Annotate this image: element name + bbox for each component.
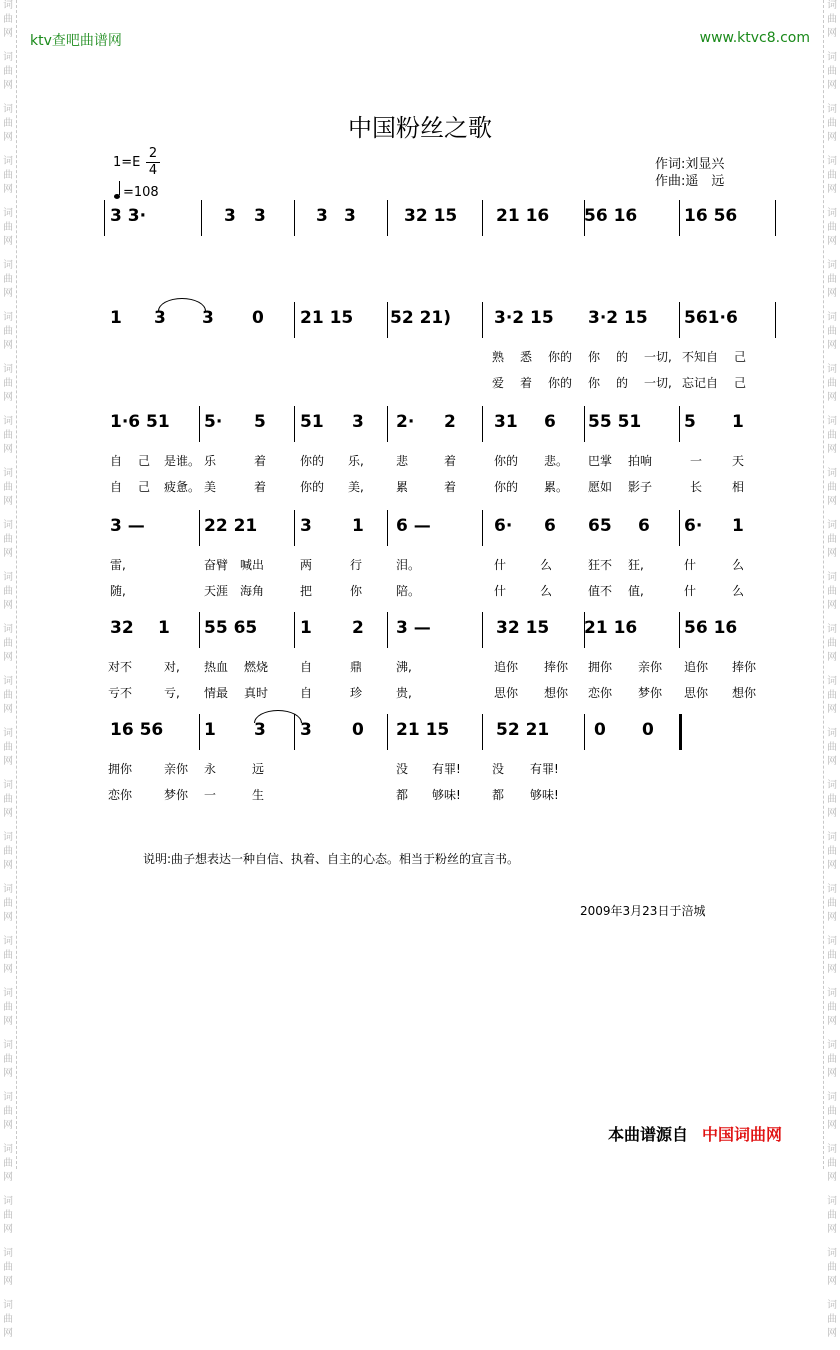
note-group: 1	[732, 412, 744, 432]
lyric-verse-2: 忘记自	[682, 376, 719, 390]
lyric-verse-1: 己	[138, 454, 151, 468]
note-group: 22 21	[204, 516, 258, 536]
source-footer	[608, 1122, 782, 1145]
barline	[387, 302, 388, 338]
note-group: 16 56	[110, 720, 164, 740]
lyric-verse-1: 狂不	[588, 558, 613, 572]
lyric-verse-2: 天涯	[204, 584, 229, 598]
note-group: 561·6	[684, 308, 738, 328]
site-url-right[interactable]: www.ktvc8.com	[699, 30, 810, 46]
lyric-verse-1: 你的	[300, 454, 325, 468]
note-group: 3 3·	[110, 206, 147, 226]
lyric-verse-1: 燃烧	[244, 660, 269, 674]
note-group: 3	[254, 720, 266, 740]
barline	[294, 302, 295, 338]
lyric-verse-2: 把	[300, 584, 313, 598]
lyric-verse-1: 一切,	[644, 350, 672, 364]
barline	[679, 510, 680, 546]
note-group: 1	[204, 720, 216, 740]
note-group: 0	[352, 720, 364, 740]
tempo-marking	[114, 182, 159, 200]
lyric-verse-1: 悲。	[544, 454, 569, 468]
lyric-verse-1: 天	[732, 454, 745, 468]
lyric-verse-2: 什	[494, 584, 507, 598]
note-group: 1	[732, 516, 744, 536]
lyric-verse-2: 珍	[350, 686, 363, 700]
note-group: 3	[300, 516, 312, 536]
barline	[387, 612, 388, 648]
lyric-verse-1: 是谁。	[164, 454, 201, 468]
lyric-verse-1: 没	[492, 762, 505, 776]
note-group: 56 16	[684, 618, 738, 638]
note-group: 21 15	[300, 308, 354, 328]
lyric-verse-1: 捧你	[732, 660, 757, 674]
score-system-5	[104, 612, 757, 710]
lyric-verse-2: 够味!	[530, 788, 559, 802]
lyric-verse-1: 乐	[204, 454, 217, 468]
lyricist-credit: 作词:刘显兴	[655, 157, 725, 172]
note-group: 6	[544, 516, 556, 536]
score-system-6	[104, 714, 754, 812]
lyric-verse-2: 么	[732, 584, 745, 598]
footer-prefix: 本曲谱源自	[608, 1125, 689, 1144]
lyric-verse-1: 没	[396, 762, 409, 776]
lyric-verse-2: 你	[588, 376, 601, 390]
lyric-verse-1: 热血	[204, 660, 229, 674]
lyric-verse-1: 你的	[548, 350, 573, 364]
lyric-verse-1: 行	[350, 558, 363, 572]
lyric-verse-2: 爱	[492, 376, 505, 390]
note-group: 1	[352, 516, 364, 536]
note-group: 6 —	[396, 516, 431, 536]
lyric-verse-1: 你	[588, 350, 601, 364]
meter-top: 2	[148, 146, 158, 161]
note-group: 5·	[204, 412, 223, 432]
barline	[387, 714, 388, 750]
lyric-verse-2: 影子	[628, 480, 653, 494]
lyric-verse-2: 么	[540, 584, 553, 598]
lyric-verse-1: 自	[300, 660, 313, 674]
barline	[482, 406, 483, 442]
note-group: 2·	[396, 412, 415, 432]
note-group: 3	[254, 206, 266, 226]
site-name-left[interactable]: ktv查吧曲谱网	[30, 33, 122, 49]
lyric-verse-2: 累。	[544, 480, 569, 494]
barline	[584, 406, 585, 442]
time-signature	[146, 146, 160, 179]
lyric-verse-1: 不知自	[682, 350, 719, 364]
lyric-verse-1: 追你	[494, 660, 519, 674]
note-group: 32 15	[496, 618, 550, 638]
lyric-verse-2: 疲惫。	[164, 480, 201, 494]
note-group: 52 21	[496, 720, 550, 740]
lyric-verse-1: 着	[444, 454, 457, 468]
lyric-verse-2: 一	[204, 788, 217, 802]
note-group: 0	[594, 720, 606, 740]
barline	[104, 200, 105, 236]
lyric-verse-2: 相	[732, 480, 745, 494]
barline	[294, 612, 295, 648]
lyric-verse-2: 愿如	[588, 480, 613, 494]
note-group: 51	[300, 412, 324, 432]
note-group: 21 16	[496, 206, 550, 226]
note-group: 3	[344, 206, 356, 226]
lyric-verse-1: 么	[732, 558, 745, 572]
composer-credit: 作曲:遥 远	[655, 174, 725, 189]
lyric-verse-2: 贵,	[396, 686, 412, 700]
note-group: 55 65	[204, 618, 258, 638]
left-edge-watermark: 词 曲 网 词 曲 网 词 曲 网 词 曲 网 词 曲 网 词 曲 网 词 曲 网 词 曲 网 词 曲 网 词 曲 网 词 曲 网 词 曲 网 词 曲 网 词 曲 网 词 曲 网 词 曲 网 词 曲 网 词 曲 网 词 曲 网 词 曲 网 词 曲 网 词 曲 网 词 曲 网 词 曲 网 词 曲 网 词 曲 网	[0, 0, 17, 1169]
lyric-verse-2: 陪。	[396, 584, 421, 598]
note-group: 32 15	[404, 206, 458, 226]
lyric-verse-2: 随,	[110, 584, 126, 598]
score-system-2	[104, 302, 754, 400]
lyric-verse-2: 什	[684, 584, 697, 598]
lyric-verse-1: 着	[254, 454, 267, 468]
note-group: 0	[642, 720, 654, 740]
lyric-verse-1: 巴掌	[588, 454, 613, 468]
key-signature: 1=E	[113, 155, 141, 170]
lyric-verse-2: 梦你	[638, 686, 663, 700]
tie-slur	[254, 710, 302, 723]
lyric-verse-2: 恋你	[108, 788, 133, 802]
lyric-verse-1: 捧你	[544, 660, 569, 674]
barline	[482, 714, 483, 750]
lyric-verse-1: 鼎	[350, 660, 363, 674]
lyric-verse-2: 恋你	[588, 686, 613, 700]
barline	[679, 302, 680, 338]
lyric-verse-1: 熟	[492, 350, 505, 364]
barline	[387, 406, 388, 442]
composition-date: 2009年3月23日于涪城	[580, 904, 706, 918]
lyric-verse-1: 一	[690, 454, 703, 468]
lyric-verse-2: 你	[350, 584, 363, 598]
lyric-verse-1: 沸,	[396, 660, 412, 674]
song-title: 中国粉丝之歌	[348, 114, 492, 142]
barline	[679, 714, 682, 750]
barline	[584, 714, 585, 750]
lyric-verse-1: 么	[540, 558, 553, 572]
lyric-verse-2: 思你	[684, 686, 709, 700]
lyric-verse-2: 着	[520, 376, 533, 390]
lyric-verse-2: 梦你	[164, 788, 189, 802]
lyric-verse-2: 你的	[300, 480, 325, 494]
note-group: 2	[352, 618, 364, 638]
barline	[679, 612, 680, 648]
score-system-1	[104, 200, 754, 240]
barline	[482, 510, 483, 546]
lyric-verse-2: 够味!	[432, 788, 461, 802]
lyric-verse-1: 悉	[520, 350, 533, 364]
lyric-verse-2: 值,	[628, 584, 644, 598]
lyric-verse-1: 两	[300, 558, 313, 572]
lyric-verse-1: 什	[684, 558, 697, 572]
barline	[679, 200, 680, 236]
lyric-verse-2: 亏,	[164, 686, 180, 700]
lyric-verse-1: 自	[110, 454, 123, 468]
lyric-verse-2: 想你	[544, 686, 569, 700]
lyric-verse-1: 泪。	[396, 558, 421, 572]
note-group: 65	[588, 516, 612, 536]
note-group: 16 56	[684, 206, 738, 226]
note-group: 3	[352, 412, 364, 432]
note-group: 3·2 15	[494, 308, 554, 328]
note-group: 1·6 51	[110, 412, 170, 432]
tempo-value: =108	[123, 185, 159, 200]
lyric-verse-2: 真时	[244, 686, 269, 700]
lyric-verse-2: 自	[300, 686, 313, 700]
lyric-verse-2: 的	[616, 376, 629, 390]
lyric-verse-2: 你的	[494, 480, 519, 494]
lyric-verse-2: 己	[138, 480, 151, 494]
lyric-verse-2: 己	[734, 376, 747, 390]
note-group: 3	[224, 206, 236, 226]
score-system-4	[104, 510, 754, 608]
barline	[679, 406, 680, 442]
note-group: 3	[202, 308, 214, 328]
barline	[294, 200, 295, 236]
lyric-verse-1: 亲你	[164, 762, 189, 776]
note-group: 5	[684, 412, 696, 432]
note-group: 1	[158, 618, 170, 638]
note-group: 1	[300, 618, 312, 638]
barline	[201, 200, 202, 236]
barline	[199, 612, 200, 648]
barline	[482, 302, 483, 338]
barline	[199, 714, 200, 750]
barline	[482, 200, 483, 236]
barline	[482, 612, 483, 648]
lyric-verse-1: 的	[616, 350, 629, 364]
note-group: 3·2 15	[588, 308, 648, 328]
note-group: 6	[544, 412, 556, 432]
note-group: 1	[110, 308, 122, 328]
barline	[199, 406, 200, 442]
note-group: 52 21)	[390, 308, 452, 328]
lyric-verse-1: 雷,	[110, 558, 126, 572]
lyric-verse-1: 乐,	[348, 454, 364, 468]
note-group: 6·	[494, 516, 513, 536]
barline	[775, 302, 776, 338]
note-group: 21 15	[396, 720, 450, 740]
score-system-3	[104, 406, 754, 504]
lyric-verse-1: 喊出	[240, 558, 265, 572]
lyric-verse-2: 累	[396, 480, 409, 494]
note-group: 6	[638, 516, 650, 536]
lyric-verse-1: 远	[252, 762, 265, 776]
note-group: 31	[494, 412, 518, 432]
meter-bottom: 4	[146, 162, 160, 179]
lyric-verse-2: 美,	[348, 480, 364, 494]
barline	[294, 406, 295, 442]
barline	[775, 200, 776, 236]
lyric-verse-1: 对,	[164, 660, 180, 674]
lyric-verse-2: 亏不	[108, 686, 133, 700]
barline	[387, 200, 388, 236]
lyric-verse-2: 情最	[204, 686, 229, 700]
barline	[387, 510, 388, 546]
description-note: 说明:曲子想表达一种自信、执着、自主的心态。相当于粉丝的宣言书。	[143, 852, 520, 866]
barline	[199, 510, 200, 546]
lyric-verse-1: 追你	[684, 660, 709, 674]
lyric-verse-1: 有罪!	[530, 762, 559, 776]
note-group: 3	[300, 720, 312, 740]
lyric-verse-2: 一切,	[644, 376, 672, 390]
note-group: 3	[316, 206, 328, 226]
lyric-verse-1: 什	[494, 558, 507, 572]
lyric-verse-1: 你的	[494, 454, 519, 468]
lyric-verse-2: 着	[444, 480, 457, 494]
lyric-verse-2: 想你	[732, 686, 757, 700]
lyric-verse-1: 有罪!	[432, 762, 461, 776]
lyric-verse-2: 你的	[548, 376, 573, 390]
tie-slur	[158, 298, 206, 311]
footer-brand[interactable]: 中国词曲网	[702, 1125, 783, 1144]
note-group: 56 16	[584, 206, 638, 226]
right-edge-watermark: 词 曲 网 词 曲 网 词 曲 网 词 曲 网 词 曲 网 词 曲 网 词 曲 网 词 曲 网 词 曲 网 词 曲 网 词 曲 网 词 曲 网 词 曲 网 词 曲 网 词 曲 网 词 曲 网 词 曲 网 词 曲 网 词 曲 网 词 曲 网 词 曲 网 词 曲 网 词 曲 网 词 曲 网 词 曲 网 词 曲 网	[823, 0, 840, 1169]
lyric-verse-1: 亲你	[638, 660, 663, 674]
note-group: 3 —	[396, 618, 431, 638]
note-group: 0	[252, 308, 264, 328]
note-group: 3 —	[110, 516, 145, 536]
lyric-verse-1: 己	[734, 350, 747, 364]
barline	[294, 510, 295, 546]
lyric-verse-1: 狂,	[628, 558, 644, 572]
lyric-verse-1: 永	[204, 762, 217, 776]
lyric-verse-1: 悲	[396, 454, 409, 468]
lyric-verse-1: 拍响	[628, 454, 653, 468]
note-group: 3	[154, 308, 166, 328]
lyric-verse-2: 生	[252, 788, 265, 802]
note-group: 2	[444, 412, 456, 432]
lyric-verse-2: 思你	[494, 686, 519, 700]
note-group: 32	[110, 618, 134, 638]
lyric-verse-2: 都	[492, 788, 505, 802]
lyric-verse-2: 着	[254, 480, 267, 494]
lyric-verse-2: 美	[204, 480, 217, 494]
lyric-verse-2: 长	[690, 480, 703, 494]
lyric-verse-1: 拥你	[108, 762, 133, 776]
note-group: 21 16	[584, 618, 638, 638]
lyric-verse-2: 海角	[240, 584, 265, 598]
note-group: 5	[254, 412, 266, 432]
lyric-verse-2: 都	[396, 788, 409, 802]
note-group: 55 51	[588, 412, 642, 432]
lyric-verse-1: 拥你	[588, 660, 613, 674]
lyric-verse-1: 对不	[108, 660, 133, 674]
lyric-verse-1: 奋臂	[204, 558, 229, 572]
lyric-verse-2: 值不	[588, 584, 613, 598]
lyric-verse-2: 自	[110, 480, 123, 494]
note-group: 6·	[684, 516, 703, 536]
